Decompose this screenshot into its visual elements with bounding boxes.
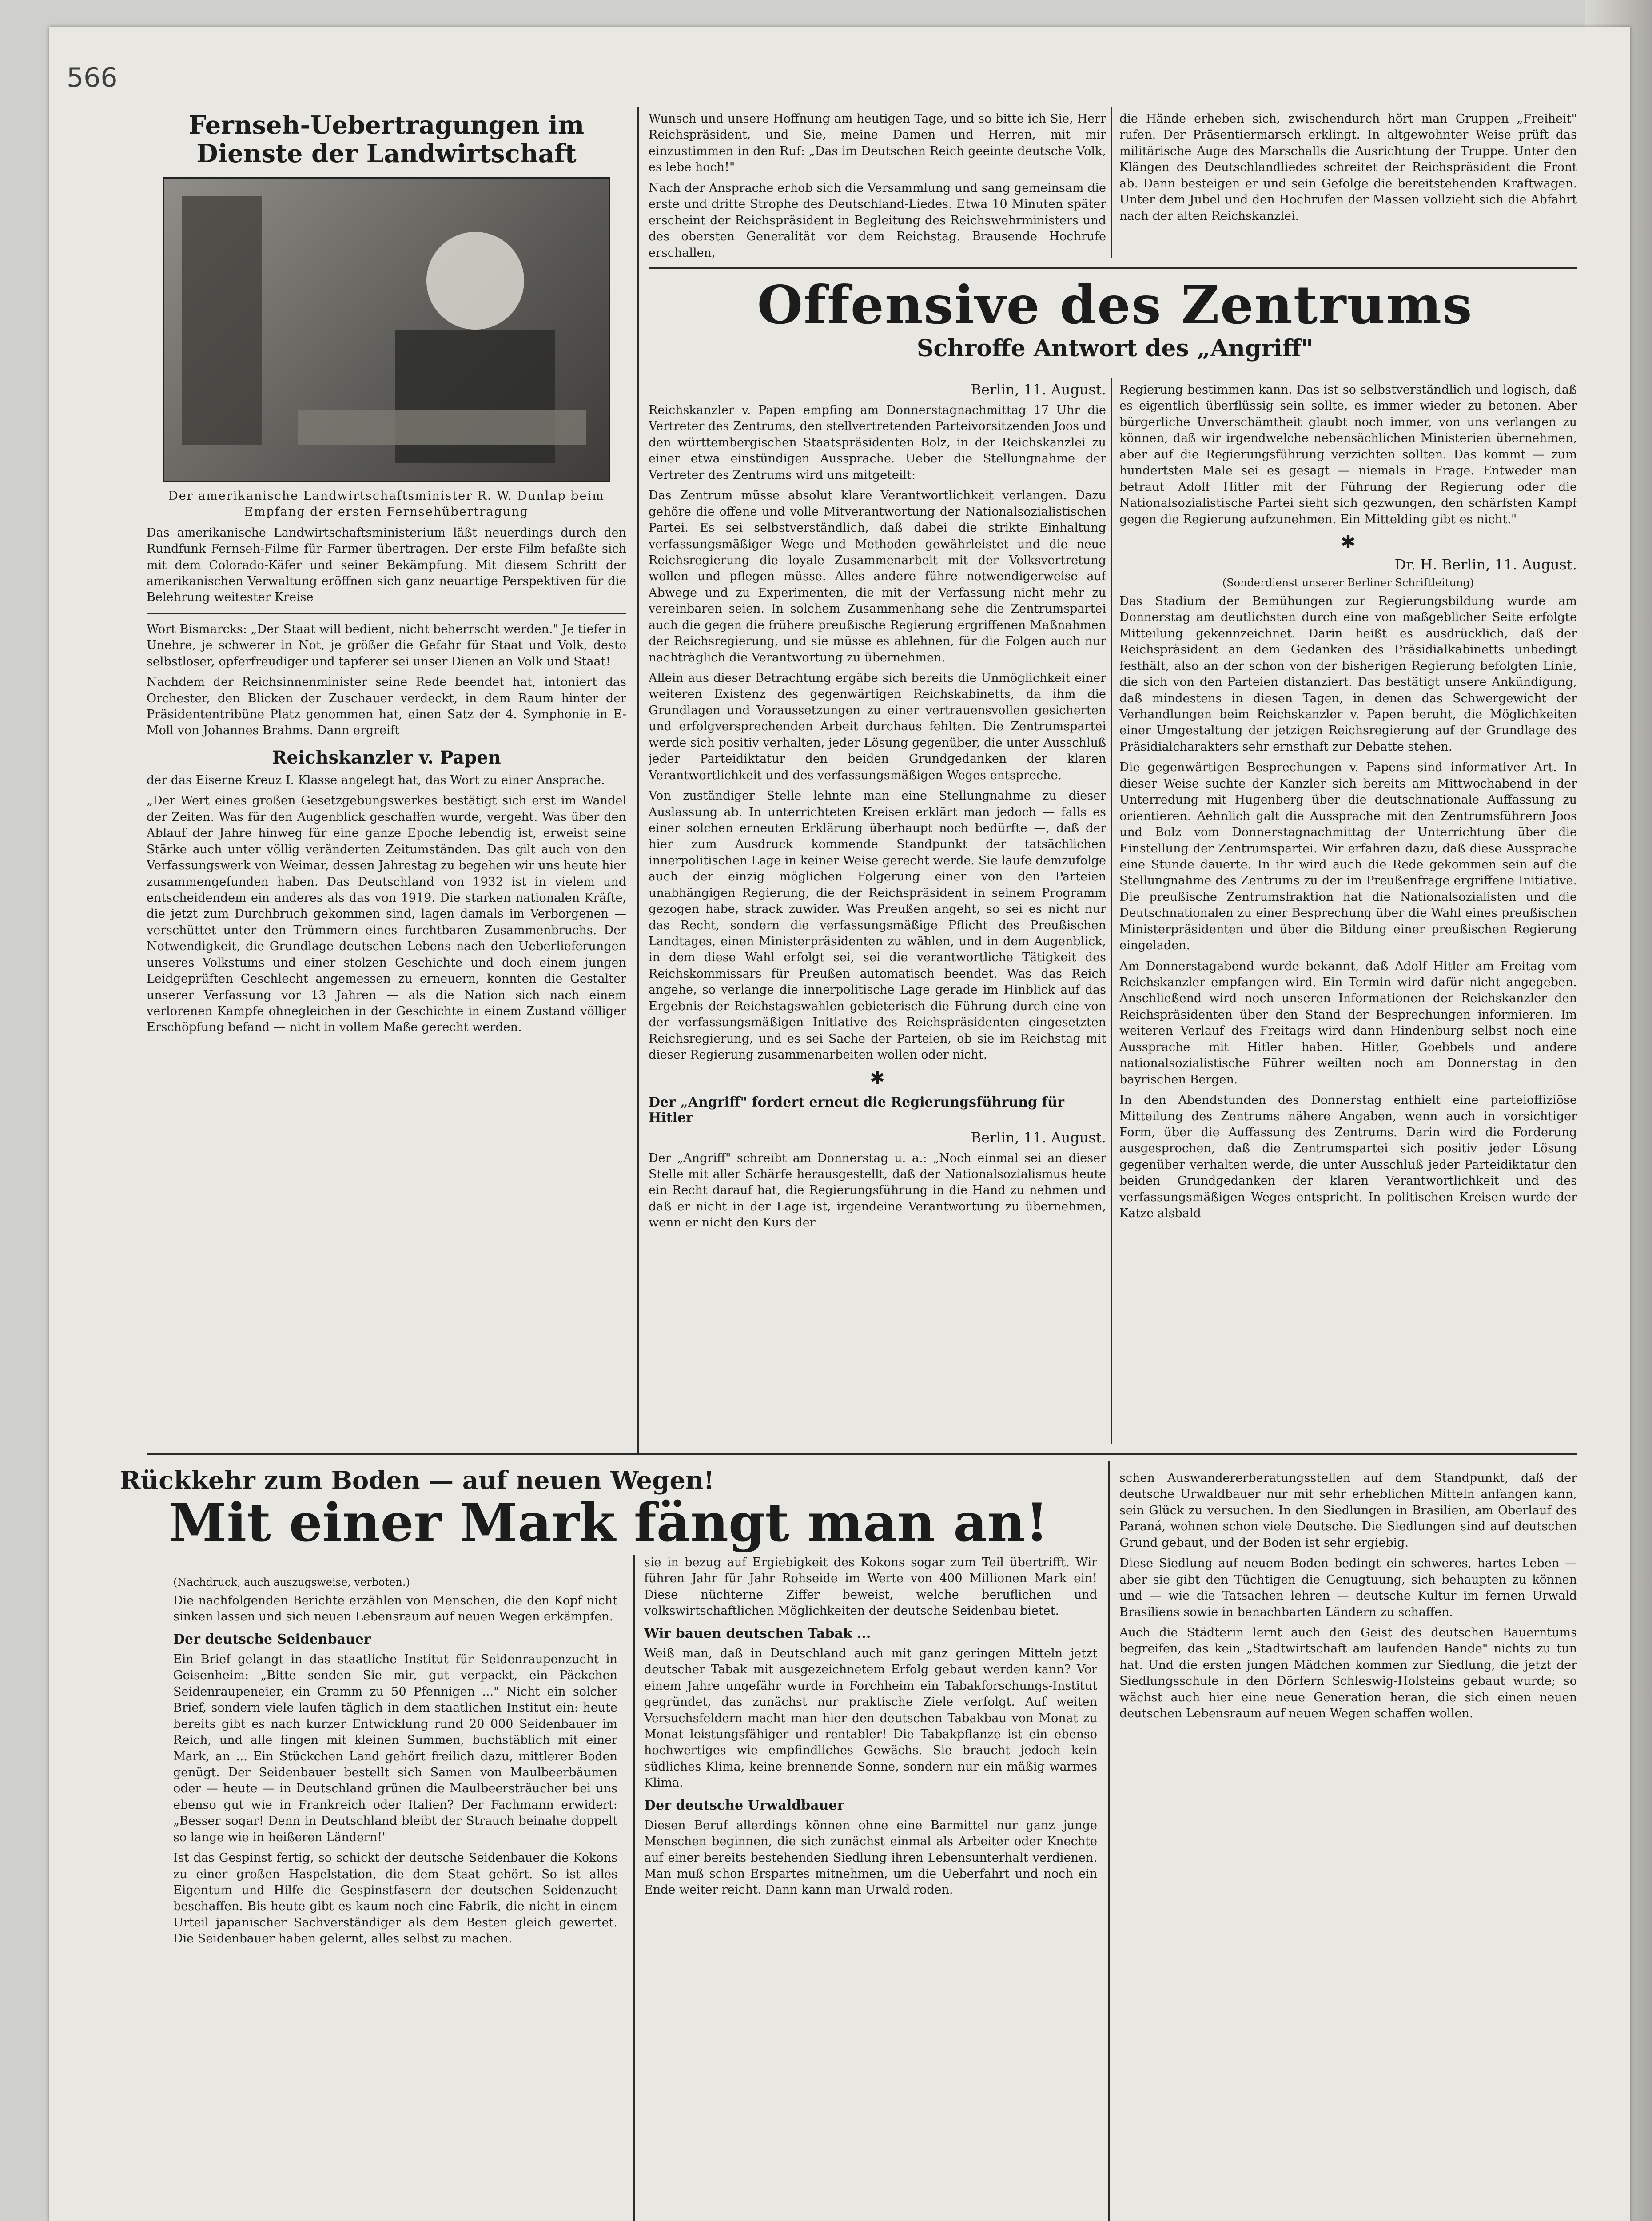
headline-mark: Mit einer Mark fängt man an! [168,1492,1049,1553]
bottom-title [120,1466,1097,1553]
subhead-seidenbauer: Der deutsche Seidenbauer [173,1631,371,1647]
right-top [1119,107,1577,258]
paragraph: Nach der Ansprache erhob sich die Versammlung und sang gemeinsam die erste und dritte Strophe des Deutschland-Liedes. Etwa 10 Minuten später erscheint der Reichspräsident in Begleitung des Reichswehrministers und des obersten Generalität vor dem Reichstag. Brausende Hochrufe erschallen, [649,181,1106,260]
paragraph: die Hände erheben sich, zwischendurch hört man Gruppen „Freiheit" rufen. Der Präsentiermarsch erklingt. In altgewohnter Weise prüft das militärische Auge des Marschalls die Ausrichtung der Truppe. Unter den Klängen des Deutschlandliedes schreitet der Reichspräsident die Front ab. Dann besteigen er und sein Gefolge die bereitstehenden Kraftwagen. Unter dem Jubel und den Hochrufen der Massen vollzieht sich die Abfahrt nach der alten Reichskanzlei. [1119,112,1577,223]
section-rule [649,267,1577,269]
dateline: Berlin, 11. August. [971,381,1106,398]
bottom-col-1 [173,1568,617,2221]
paragraph: Ein Brief gelangt in das staatliche Institut für Seidenraupenzucht in Geisenheim: „Bitte senden Sie mir, gut verpackt, ein Päckchen Seidenraupeneier, ein Gramm zu 50 Pfennigen ..." Nicht ein solcher Brief, sondern viele laufen täglich in dem staatlichen Institut ein: heute bereits gibt es nach kurzer Entwicklung rund 20 000 Seidenbauer im Reich, und alle fingen mit kleinen Summen, buchstäblich mit einer Mark, an ... Ein Stückchen Land gehört freilich dazu, mittlerer Boden genügt. Der Seidenbauer bestellt sich Samen von Maulbeerbäumen oder — heute — in Deutschland grünen die Maulbeersträucher bei uns ebenso gut wie in Frankreich oder Italien? Der Fachmann erwidert: „Besser sogar! Denn in Deutschland bleibt der Strauch beinahe doppelt so lange wie in heißeren Ländern!" [173,1652,617,1844]
paragraph: Der „Angriff" schreibt am Donnerstag u. a.: „Noch einmal sei an dieser Stelle mit aller Schärfe herausgestellt, daß der Nationalsozialismus heute ein Recht darauf hat, die Regierungsführung in die Hand zu nehmen und daß er nicht in der Lage ist, irgendeine Verantwortung zu übernehmen, wenn er nicht den Kurs der [649,1151,1106,1230]
subhead-angriff: Der „Angriff" fordert erneut die Regierungsführung für Hitler [649,1094,1064,1126]
paragraph: Allein aus dieser Betrachtung ergäbe sich bereits die Unmöglichkeit einer weiteren Existenz des gegenwärtigen Reichskabinetts, da ihm die Grundlagen und Voraussetzungen zu einer vertrauensvollen gesicherten und erfolgversprechenden Arbeit durchaus fehlten. Die Zentrumspartei werde sich positiv verhalten, jeder Lösung gegenüber, die unter Ausschluß jeder Parteidiktatur den beiden Grundgedanken der klaren Verantwortlichkeit und des verfassungsmäßigen Weges entspreche. [649,671,1106,782]
note: (Sonderdienst unserer Berliner Schriftleitung) [1222,576,1474,589]
paragraph: der das Eiserne Kreuz I. Klasse angelegt hat, das Wort zu einer Ansprache. [147,773,605,787]
paragraph: Auch die Städterin lernt auch den Geist des deutschen Bauerntums begreifen, das kein „Stadtwirtschaft am laufenden Bande" nichts zu tun hat. Und die ersten jungen Mädchen kommen zur Siedlung, die jetzt der Siedlungsschule in den Dörfern Schleswig-Holsteins gebaut wurde; so wächst auch hier eine neue Generation heran, die sich einen neuen deutschen Lebensraum auf neuen Wegen schaffen wollen. [1119,1625,1577,1721]
column-rule [1111,107,1112,258]
subhead-urwald: Der deutsche Urwaldbauer [644,1797,844,1813]
bottom-col-2 [644,1550,1097,2221]
archive-number: 566 [67,62,118,93]
paragraph: In den Abendstunden des Donnerstag enthielt eine parteioffiziöse Mitteilung des Zentrums nähere Angaben, wenn auch in vorsichtiger Form, über die Auffassung des Zentrums. Darin wird die Forderung ausgesprochen, daß die Zentrumspartei sich positiv jeder Lösung gegenüber verhalten werde, die unter Ausschluß jeder Parteidiktatur den beiden Grundgedanken der klaren Verantwortlichkeit und des verfassungsmäßigen Weges entspricht. In politischen Kreisen wurde der Katze alsbald [1119,1093,1577,1221]
subheadline-angriff: Schroffe Antwort des „Angriff" [916,335,1314,362]
right-column [1119,378,1577,1444]
paragraph: Ist das Gespinst fertig, so schickt der deutsche Seidenbauer die Kokons zu einer großen Haspelstation, die dem Staat gehört. So ist alles Eigentum und Hilfe die Gespinstfasern der deutschen Seidenzucht beschaffen. Bis heute gibt es kaum noch eine Fabrik, die nicht in einem Urteil japanischer Sachverständiger als dem Besten gleich gewertet. Die Seidenbauer haben gelernt, alles selbst zu machen. [173,1851,617,1946]
bottom-col-3 [1119,1466,1577,2221]
left-column [147,111,626,1444]
kicker-rueckkehr: Rückkehr zum Boden — auf neuen Wegen! [120,1466,715,1495]
paragraph: Das Zentrum müsse absolut klare Verantwortlichkeit verlangen. Dazu gehöre die offene und volle Mitverantwortung der Nationalsozialistischen Partei. Es sei selbstverständlich, daß dabei die strikte Einhaltung verfassungsmäßiger Wege und Methoden gewährleistet und die neue Reichsregierung die loyale Zusammenarbeit mit der Volksvertretung wollen und pflegen müsse. Alles andere führe notwendigerweise auf Abwege und zu Experimenten, die mit der Verfassung nicht mehr zu vereinbaren seien. In solchem Zusammenhang sehe die Zentrumspartei auch die gegen die frühere preußische Regierung ergriffenen Maßnahmen der Reichsregierung, und sie müsse es ablehnen, für die Folgen auch nur nachträglich die Verantwortung zu übernehmen. [649,489,1106,665]
asterism: ✱ [870,1067,885,1088]
signoff: Dr. H. Berlin, 11. August. [1394,556,1577,573]
headline-fernseh: Fernseh-Uebertragungen im Dienste der Landwirtschaft [188,111,585,169]
section-rule [147,1453,1577,1455]
paragraph: sie in bezug auf Ergiebigkeit des Kokons sogar zum Teil übertrifft. Wir führen Jahr für Jahr Rohseide im Werte von 400 Millionen Mark ein! Diese nüchterne Ziffer beweist, welche beruflichen und volkswirtschaftlichen Möglichkeiten der deutsche Seidenbau bietet. [644,1556,1097,1618]
paragraph: Reichskanzler v. Papen empfing am Donnerstagnachmittag 17 Uhr die Vertreter des Zentrums, den stellvertretenden Parteivorsitzenden Joos und den württembergischen Staatspräsidenten Bolz, in der Reichskanzlei zu einer etwa einstündigen Aussprache. Ueber die Stellungnahme der Vertreter des Zentrums wird uns mitgeteilt: [649,403,1106,482]
column-rule [1108,1461,1110,2221]
paragraph: Von zuständiger Stelle lehnte man eine Stellungnahme zu dieser Auslassung ab. In unterrichteten Kreisen erklärt man jedoch — falls es einer solchen erneuten Erklärung überhaupt noch bedürfte —, daß der hier zum Ausdruck kommende Standpunkt der tatsächlichen innerpolitischen Lage in keiner Weise gerecht werde. Sie laufe demzufolge auch der einzig möglichen Folgerung einer von den Parteien unabhängigen Regierung, die der Reichspräsident in seinem Programm gezogen habe, strack zuwider. Was Preußen angeht, so sei es nicht nur das Recht, sondern die verfassungsmäßige Pflicht des Preußischen Landtages, einen Ministerpräsidenten zu wählen, und in dem Augenblick, in dem diese Wahl erfolgt sei, sei die verantwortliche Tätigkeit des Reichskommissars für Preußen automatisch beendet. Was das Reich angehe, so verlange die innerpolitische Lage gerade im Hinblick auf das Ergebnis der Reichstagswahlen gebieterisch die Führung durch eine von der verfassungsmäßigen Initiative des Reichspräsidenten eingesetzten Reichsregierung, und es sei Sache der Parteien, ob sie im Reichstag mit dieser Regierung zusammenarbeiten wollen oder nicht. [649,789,1106,1062]
offensive-header [653,275,1577,378]
asterism: ✱ [1341,532,1356,553]
column-rule [1111,378,1112,1444]
column-rule [633,1555,635,2221]
paragraph: schen Auswandererberatungsstellen auf dem Standpunkt, daß der deutsche Urwaldbauer nur mit sehr erheblichen Mitteln anfangen kann, sein Glück zu versuchen. In den Siedlungen in Brasilien, am Oberlauf des Paraná, wohnen schon viele Deutsche. Die Siedlungen sind auf deutschen Grund gebaut, und der Boden ist sehr ergiebig. [1119,1471,1577,1550]
paragraph: Wort Bismarcks: „Der Staat will bedient, nicht beherrscht werden." Je tiefer in Unehre, je schwerer in Not, je größer die Gefahr für Staat und Volk, desto selbstloser, opferfreudiger und tapferer sei unser Dienen an Volk und Staat! [147,622,626,669]
paragraph: Weiß man, daß in Deutschland auch mit ganz geringen Mitteln jetzt deutscher Tabak mit ausgezeichnetem Erfolg gebaut werden kann? Vor einem Jahre ungefähr wurde in Forchheim ein Tabakforschungs-Institut gegründet, das zunächst nur praktische Ziele verfolgt. Auf weiten Versuchsfeldern macht man hier den deutschen Tabakbau von Monat zu Monat leistungsfähiger und rentabler! Die Tabakpflanze ist ein ebenso hochwertiges wie empfindliches Gewächs. Sie braucht jedoch kein südliches Klima, keine brennende Sonne, sondern nur ein mäßig warmes Klima. [644,1646,1097,1790]
subhead-papen: Reichskanzler v. Papen [272,747,501,768]
paragraph: Diesen Beruf allerdings können ohne eine Barmittel nur ganz junge Menschen beginnen, die sich zunächst einmal als Arbeiter oder Knechte auf einer bereits bestehenden Siedlung ihren Lebensunterhalt verdienen. Man muß schon Erspartes mitnehmen, um die Ueberfahrt und noch ein Ende weiter reicht. Dann kann man Urwald roden. [644,1818,1097,1897]
paragraph: Regierung bestimmen kann. Das ist so selbstverständlich und logisch, daß es eigentlich überflüssig sein sollte, es immer wieder zu betonen. Aber bürgerliche Unverschämtheit glaubt noch immer, von uns verlangen zu können, daß wir irgendwelche nebensächlichen Ministerien übernehmen, aber auf die Regierungsführung verzichten sollten. Das kommt — zum hundertsten Male sei es gesagt — niemals in Frage. Entweder man betraut Adolf Hitler mit der Führung der Regierung oder die Nationalsozialistische Partei sieht sich gezwungen, den schärfsten Kampf gegen die Regierung aufzunehmen. Ein Mittelding gibt es nicht." [1119,383,1577,526]
lead-text: Das amerikanische Landwirtschaftsministerium läßt neuerdings durch den Rundfunk Fernseh-Filme für Farmer übertragen. Der erste Film befaßte sich mit dem Colorado-Käfer und seiner Bekämpfung. Mit diesem Schritt der amerikanischen Verwaltung eröffnen sich ganz neuartige Perspektiven für die Belehrung weitester Kreise [147,525,626,605]
column-rule [637,107,639,1453]
photo-minister [163,177,610,482]
photo-caption: Der amerikanische Landwirtschaftsminister R. W. Dunlap beim Empfang der ersten Fernsehübertragung [168,489,605,519]
dateline: Berlin, 11. August. [971,1129,1106,1146]
subhead-tabak: Wir bauen deutschen Tabak ... [644,1625,871,1641]
headline-offensive: Offensive des Zentrums [757,275,1473,336]
paragraph: Die gegenwärtigen Besprechungen v. Papens sind informativer Art. In dieser Weise suchte der Kanzler sich bereits am Mittwochabend in der Unterredung mit Hugenberg über die deutschnationale Auffassung zu orientieren. Aehnlich galt die Aussprache mit den Zentrumsführern Joos und Bolz vom Donnerstagnachmittag der Unterrichtung über die Einstellung der Zentrumspartei. Wir erfahren dazu, daß diese Aussprache eine Stunde dauerte. In ihr wird auch die Rede gekommen sein auf die Stellungnahme des Zentrums zu der im Preußenfrage ergriffene Initiative. Die preußische Zentrumsfraktion hat die Nationalsozialisten und die Deutschnationalen zu einer Besprechung über die Wahl eines preußischen Ministerpräsidenten und über die Bildung einer preußischen Regierung eingeladen. [1119,760,1577,953]
intro: Die nachfolgenden Berichte erzählen von Menschen, die den Kopf nicht sinken lassen und sich neuen Lebensraum auf neuen Wegen erkämpfen. [173,1594,617,1624]
paragraph: Diese Siedlung auf neuem Boden bedingt ein schweres, hartes Leben — aber sie gibt den Tüchtigen die Genugtuung, sich behaupten zu können und — wie die Tatsachen lehren — deutsche Kultur im fernen Urwald Brasiliens sowie in benachbarten Ländern zu schaffen. [1119,1556,1577,1619]
photo-placeholder-icon [164,179,609,481]
paragraph: Nachdem der Reichsinnenminister seine Rede beendet hat, intoniert das Orchester, den Blicken der Zuschauer verdeckt, in dem Raum hinter der Präsidententribüne Platz genommen hat, einen Satz der 4. Symphonie in E-Moll von Johannes Brahms. Dann ergreift [147,675,626,738]
divider [147,613,626,614]
paragraph: „Der Wert eines großen Gesetzgebungswerkes bestätigt sich erst im Wandel der Zeiten. Was für den Augenblick geschaffen wurde, vergeht. Was über den Ablauf der Jahre hinweg für eine ganze Epoche lebendig ist, erweist seine Stärke auch unter völlig veränderten Zeitumständen. Das gilt auch von den Verfassungswerk von Weimar, dessen Jahrestag zu begehen wir uns heute hier zusammengefunden haben. Das Deutschland von 1932 ist in vielem und entscheidendem ein anderes als das von 1919. Die starken nationalen Kräfte, die jetzt zum Durchbruch gekommen sind, lagen damals im Verborgenen — verschüttet unter den Trümmern eines furchtbaren Zusammenbruchs. Der Notwendigkeit, die Grundlage deutschen Lebens nach den Ueberlieferungen unseres Volkstums und einer stolzen Geschichte und doch einem jungen Leidgeprüften Geschlecht angemessen zu erneuern, konnten die Gestalter unserer Verfassung vor 13 Jahren — als die Nation sich nach einem verlorenen Kampfe ohnegleichen in der Geschichte in einem Zustand völliger Erschöpfung befand — nicht in vollem Maße gerecht werden. [147,794,626,1035]
offensive-article [649,378,1106,1444]
copyright-note: (Nachdruck, auch auszugsweise, verboten.) [173,1576,410,1588]
paragraph: Am Donnerstagabend wurde bekannt, daß Adolf Hitler am Freitag vom Reichskanzler empfangen wird. Ein Termin wird dafür nicht angegeben. Anschließend wird noch unseren Informationen der Reichskanzler den Reichspräsidenten über den Stand der Besprechungen informieren. Im weiteren Verlauf des Freitags wird dann Hindenburg selbst noch eine Aussprache mit Hitler haben. Hitler, Goebbels und andere nationalsozialistische Führer weilten noch am Donnerstag in den bayrischen Bergen. [1119,959,1577,1087]
paragraph: Wunsch und unsere Hoffnung am heutigen Tage, und so bitte ich Sie, Herr Reichspräsident, und Sie, meine Damen und Herren, mit mir einzustimmen in den Ruf: „Das im Deutschen Reich geeinte deutsche Volk, es lebe hoch!" [649,112,1106,175]
paragraph: Das Stadium der Bemühungen zur Regierungsbildung wurde am Donnerstag am deutlichsten durch eine von maßgeblicher Seite erfolgte Mitteilung gekennzeichnet. Darin heißt es ausdrücklich, daß der Reichspräsident an dem Gedanken des Präsidialkabinetts unbedingt festhält, also an der schon von der bisherigen Regierung befolgten Linie, die sich von den Parteien distanziert. Das bestätigt unsere Ankündigung, daß mindestens in diesen Tagen, in denen das Schwergewicht der Verhandlungen beim Reichskanzler v. Papen beruht, die Möglichkeiten einer Umgestaltung der jetzigen Reichsregierung auf der Grundlage des Präsidialcharakters sehr ernsthaft zur Debatte stehen. [1119,594,1577,754]
